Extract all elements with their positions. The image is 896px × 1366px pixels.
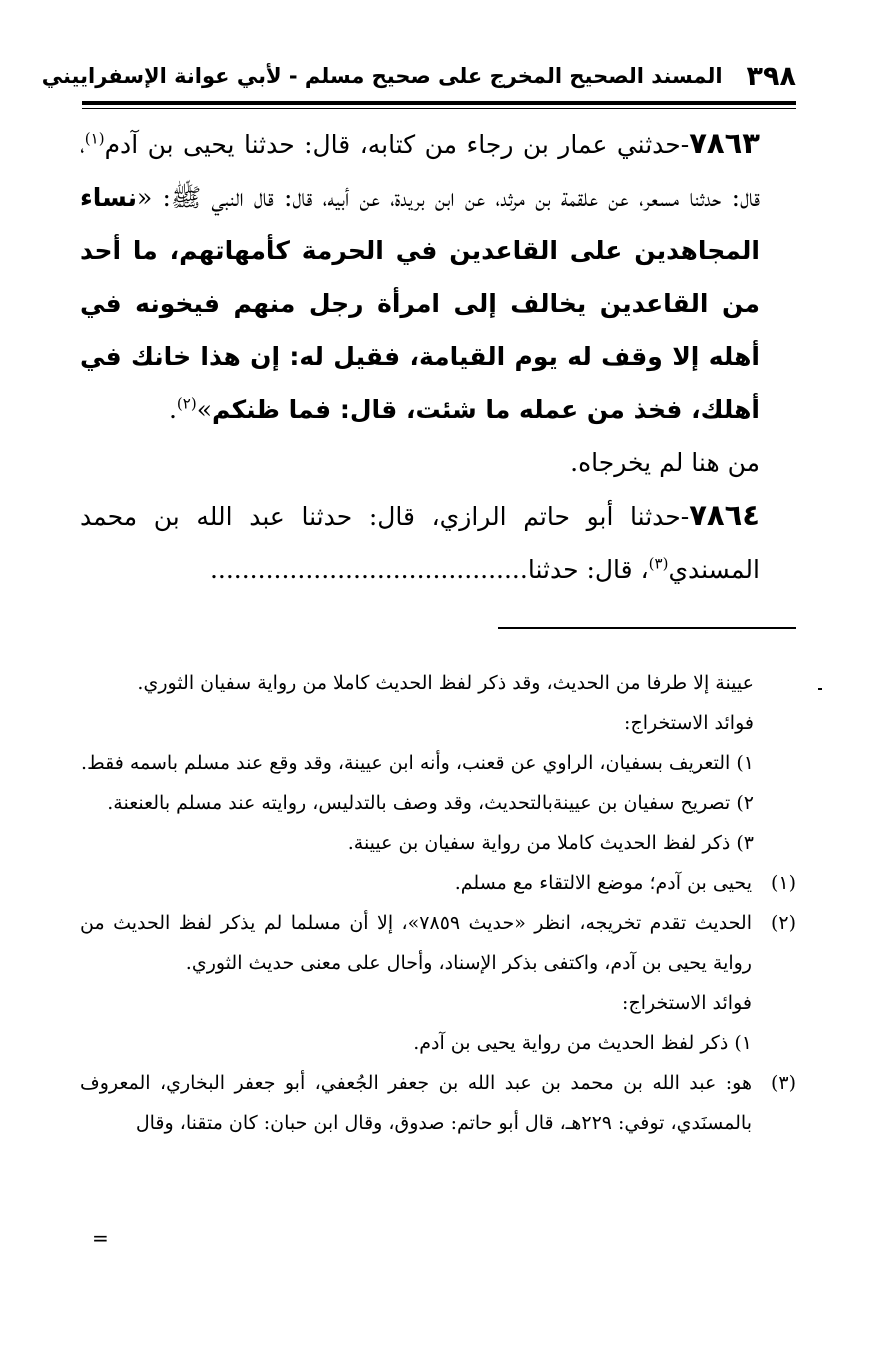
header-rule-thick	[82, 101, 796, 105]
footnote-ref-3: (٣)	[648, 554, 669, 573]
footnote-ref-1: (١)	[84, 129, 105, 148]
continuation-mark: =	[92, 1226, 109, 1250]
hadith-number: ٧٨٦٤	[689, 498, 760, 532]
fawaid-item: ٢) تصريح سفيان بن عيينةبالتحديث، وقد وصف بالتدليس، روايته عند مسلم بالعنعنة.	[107, 792, 754, 814]
takhrij-note: من هنا لم يخرجاه.	[570, 448, 760, 477]
fawaid-item: ١) التعريف بسفيان، الراوي عن قعنب، وأنه ابن عيينة، وقد وقع عند مسلم باسمه فقط.	[81, 752, 754, 774]
fawaid-heading: فوائد الاستخراج:	[624, 712, 754, 734]
footnote-text: يحيى بن آدم؛ موضع الالتقاء مع مسلم.	[454, 872, 752, 894]
hadith-isnad-continued: ، قال: حدثنا	[527, 555, 649, 584]
footnote-marker: (١)	[770, 872, 796, 894]
footnote-separator	[498, 627, 796, 629]
page-header	[41, 54, 796, 98]
footnote-1	[80, 863, 796, 903]
footnote-continuation: عيينة إلا طرفا من الحديث، وقد ذكر لفظ الحديث كاملا من رواية سفيان الثوري.	[137, 672, 754, 694]
running-title: المسند الصحيح المخرج على صحيح مسلم - لأبي عوانة الإسفراييني	[41, 64, 723, 88]
hadith-isnad: -حدثنا أبو حاتم الرازي، قال: حدثنا عبد الله بن محمد المسندي	[80, 502, 760, 584]
hadith-number: ٧٨٦٣	[689, 126, 760, 160]
footnote-text: هو: عبد الله بن محمد بن عبد الله بن جعفر الجُعفي، أبو جعفر البخاري، المعروف بالمسنَدي، توفي: ٢٢٩هـ، قال أبو حاتم: صدوق، وقال ابن حبان: كان متقنا، وقال	[80, 1072, 752, 1134]
fawaid-heading: فوائد الاستخراج:	[622, 992, 752, 1014]
hadith-end: .	[168, 395, 177, 424]
hadith-7863	[80, 117, 796, 436]
footnotes	[80, 663, 796, 1143]
footnote-ref-2: (٢)	[176, 394, 197, 413]
hadith-7864	[80, 489, 796, 596]
page-number: ٣٩٨	[746, 60, 796, 92]
footnote-2	[80, 903, 796, 983]
margin-mark	[818, 688, 822, 690]
footnote-marker: (٢)	[770, 912, 796, 934]
hadith-isnad: -حدثني عمار بن رجاء من كتابه، قال: حدثنا يحيى بن آدم	[104, 130, 690, 159]
main-text	[80, 117, 796, 596]
hadith-matn: نساء المجاهدين على القاعدين في الحرمة كأمهاتهم، ما أحد من القاعدين يخالف إلى امرأة رجل منهم فيخونه في أهله إلا وقف له يوم القيامة، فقيل له: إن هذا خانك في أهلك، فخذ من عمله ما شئت، قال: فما ظنكم	[80, 183, 760, 424]
fawaid-item: ٣) ذكر لفظ الحديث كاملا من رواية سفيان بن عيينة.	[347, 832, 754, 854]
quote-close: »	[196, 395, 212, 424]
footnote-text: الحديث تقدم تخريجه، انظر «حديث ٧٨٥٩»، إلا أن مسلما لم يذكر لفظ الحديث من رواية يحيى بن آدم، واكتفى بذكر الإسناد، وأحال على معنى حديث الثوري.	[80, 912, 752, 974]
footnote-marker: (٣)	[770, 1072, 796, 1094]
footnote-3	[80, 1063, 796, 1143]
hadith-isnad-continued: ، قال: حدثنا مسعر، عن علقمة بن مرثد، عن ابن بريدة، عن أبيه، قال: قال النبي ﷺ: «	[80, 130, 760, 212]
fawaid-item: ١) ذكر لفظ الحديث من رواية يحيى بن آدم.	[413, 1032, 752, 1054]
header-rule-thin	[82, 108, 796, 109]
ellipsis-dots: ........................................	[209, 555, 528, 584]
